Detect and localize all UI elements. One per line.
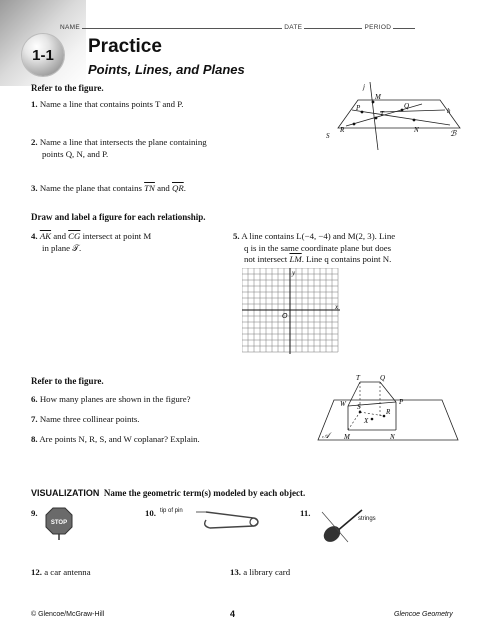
page-subtitle: Points, Lines, and Planes [88, 62, 245, 77]
q8-text: Are points N, R, S, and W coplanar? Explain. [39, 434, 200, 444]
q9-num-text: 9. [31, 508, 38, 518]
q12-number: 12. [31, 567, 42, 577]
edge-hidden-4 [348, 412, 360, 430]
label-m2: M [344, 433, 350, 441]
q2-text-a: Name a line that intersects the plane containing [39, 137, 207, 147]
point-x [371, 418, 374, 421]
label-h: h [447, 107, 451, 115]
label-q: Q [404, 102, 410, 110]
question-1 [31, 99, 183, 111]
date-label: DATE [284, 24, 303, 31]
page-number: 4 [230, 609, 236, 619]
figure-plane-b [310, 80, 475, 155]
period-label: PERIOD [364, 24, 392, 31]
label-plane-b: ℬ [450, 129, 457, 138]
label-plane-a: 𝒜 [322, 431, 330, 440]
date-field[interactable] [304, 18, 362, 29]
section3-instruction: Refer to the figure. [31, 376, 104, 386]
label-w: W [340, 400, 346, 408]
grid-origin-label: O [282, 313, 288, 320]
edge-w-p [348, 402, 396, 406]
q4-and: and [53, 231, 66, 241]
label-r: R [340, 126, 345, 134]
q9-number [31, 508, 38, 520]
q13-number: 13. [230, 567, 241, 577]
label-n2: N [390, 433, 395, 441]
footer-book: Glencoe Geometry [394, 611, 453, 618]
point-r [353, 123, 356, 126]
question-7 [31, 414, 139, 426]
coordinate-grid [242, 268, 342, 354]
question-2 [31, 137, 207, 160]
visualization-instruction: Name the geometric term(s) modeled by each object. [103, 488, 306, 498]
question-8 [31, 434, 200, 446]
q6-text: How many planes are shown in the figure? [39, 394, 191, 404]
label-t: T [380, 110, 384, 118]
q11-number [300, 508, 311, 520]
point-n [413, 119, 416, 122]
grid-y-label: y [292, 269, 296, 277]
q4-seg2: $\overline{CG}$ [68, 231, 81, 241]
plane-a-shape [318, 400, 458, 440]
section1-instruction: Refer to the figure. [31, 83, 104, 93]
violin-icon [318, 508, 366, 544]
visualization-label: VISUALIZATION [31, 488, 100, 498]
pin-coil [250, 518, 258, 526]
q12-text: a car antenna [44, 567, 91, 577]
pin-label: tip of pin [160, 508, 183, 514]
question-4 [31, 231, 221, 254]
lesson-number: 1-1 [32, 46, 54, 64]
label-q2: Q [380, 374, 386, 382]
q3-number: 3. [31, 183, 38, 193]
q4-seg1: $\overline{AK}$ [39, 231, 52, 241]
q3-text: Name the plane that contains [39, 183, 142, 193]
q8-number: 8. [31, 434, 38, 444]
name-field[interactable] [82, 18, 282, 29]
q13-text: a library card [243, 567, 291, 577]
q2-text-b: points Q, N, and P. [42, 148, 109, 159]
q1-number: 1. [31, 99, 38, 109]
q7-text: Name three collinear points. [39, 414, 140, 424]
label-p2: P [399, 398, 404, 406]
label-s: S [326, 132, 330, 140]
q4-number: 4. [31, 231, 38, 241]
safety-pin-icon [196, 508, 266, 536]
q5-line3-post: . Line q contains point N. [301, 254, 392, 264]
point-p [361, 111, 364, 114]
q3-and: and [157, 183, 170, 193]
q2-number: 2. [31, 137, 38, 147]
footer-publisher: © Glencoe/McGraw-Hill [31, 611, 105, 618]
q4-line2: in plane 𝒯. [42, 242, 82, 253]
point-m [372, 101, 375, 104]
label-p: P [356, 104, 361, 112]
section2-instruction: Draw and label a figure for each relationship. [31, 212, 206, 222]
q5-number: 5. [233, 231, 240, 241]
q11-num-text: 11. [300, 508, 311, 518]
edge-hidden-2 [360, 412, 384, 416]
line-pn [352, 110, 450, 125]
strings-label: strings [358, 516, 376, 522]
label-r2: R [386, 408, 391, 416]
header-row [60, 18, 415, 31]
q5-line1: A line contains L(−4, −4) and M(2, 3). Line [241, 231, 396, 241]
period-field[interactable] [393, 18, 415, 29]
figure-plane-a [310, 372, 475, 444]
question-13 [230, 567, 290, 579]
q1-text: Name a line that contains points T and P. [39, 99, 184, 109]
label-x: X [364, 417, 369, 425]
label-m: M [375, 93, 381, 101]
q5-line3-pre: not intersect [244, 254, 288, 264]
lesson-badge [22, 34, 64, 76]
name-label: NAME [60, 24, 80, 31]
edge-q-p [380, 382, 396, 402]
question-5 [233, 231, 473, 266]
q5-line2: q is in the same coordinate plane but does [244, 242, 392, 253]
q3-end: . [183, 183, 186, 193]
stop-sign-text: STOP [50, 520, 68, 526]
q5-seg: $\overline{LM}$ [289, 254, 302, 264]
visualization-heading [31, 488, 305, 498]
point-q [401, 109, 404, 112]
stop-sign-icon [44, 506, 74, 540]
question-3 [31, 183, 186, 195]
q3-seg2: $\overline{QR}$ [172, 183, 184, 193]
page-title: Practice [88, 36, 162, 57]
q7-number: 7. [31, 414, 38, 424]
violin-body [321, 523, 344, 544]
q6-number: 6. [31, 394, 38, 404]
q10-number [145, 508, 156, 520]
line-h [380, 110, 445, 112]
question-6 [31, 394, 191, 406]
label-s2: S [357, 403, 361, 411]
label-j: j [363, 83, 365, 91]
point-t [375, 117, 378, 120]
label-t2: T [356, 374, 360, 382]
q4-rest: intersect at point M [82, 231, 152, 241]
point-s [359, 411, 362, 414]
q10-num-text: 10. [145, 508, 156, 518]
grid-x-label: x [335, 303, 339, 311]
q3-seg1: $\overline{TN}$ [144, 183, 155, 193]
point-r2 [383, 415, 386, 418]
question-12 [31, 567, 91, 579]
label-n: N [414, 126, 419, 134]
